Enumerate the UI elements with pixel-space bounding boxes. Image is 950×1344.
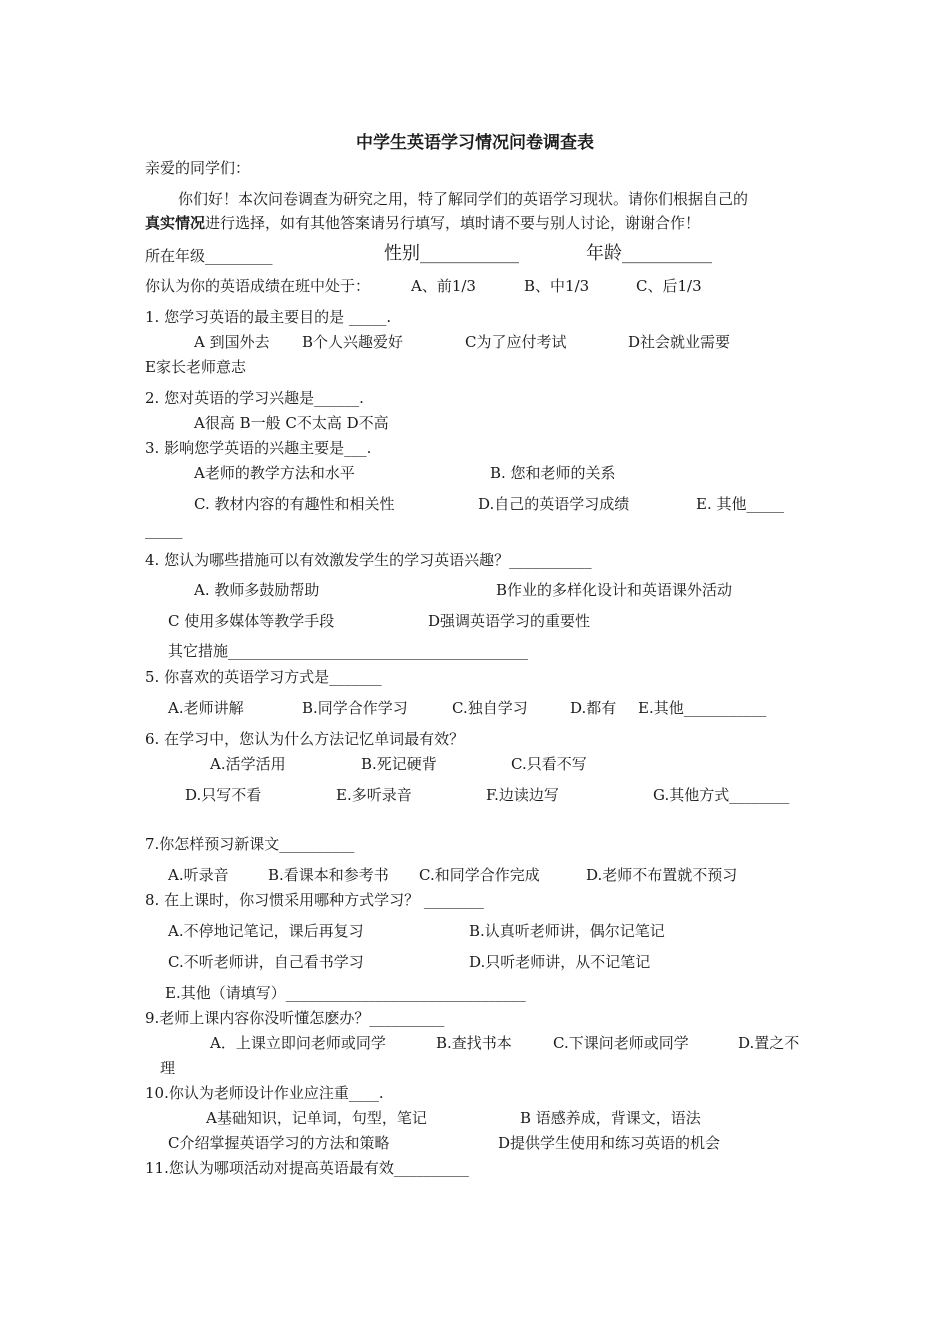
q1-option-e[interactable]: E家长老师意志 [145,358,246,376]
question-3: 3. 影响您学英语的兴趣主要是___. [145,439,372,457]
q3-option-e[interactable]: E. 其他_____ [696,495,784,513]
q5-option-a[interactable]: A.老师讲解 [168,699,244,717]
q6-option-f[interactable]: F.边读边写 [486,786,559,804]
q1-option-a[interactable]: A 到国外去 [194,333,270,351]
q5-option-d[interactable]: D.都有 [570,699,617,717]
q9-option-a[interactable]: A．上课立即问老师或同学 [210,1034,386,1052]
intro-bold: 真实情况 [145,214,206,232]
intro-line-2-rest: 进行选择，如有其他答案请另行填写，填时请不要与别人讨论，谢谢合作！ [205,214,701,232]
q4-option-a[interactable]: A. 教师多鼓励帮助 [194,581,320,599]
question-8[interactable]: 8. 在上课时，你习惯采用哪种方式学习？ ________ [145,891,484,909]
q4-other-measures[interactable]: 其它措施________________________________________ [168,642,529,660]
q8-option-b[interactable]: B.认真听老师讲，偶尔记笔记 [469,922,665,940]
q10-option-b[interactable]: B 语感养成，背课文，语法 [520,1109,701,1127]
q5-option-b[interactable]: B.同学合作学习 [302,699,408,717]
age-field[interactable]: 年龄__________ [586,243,712,264]
q3-option-e-continued[interactable]: _____ [145,521,183,539]
q3-option-a[interactable]: A老师的教学方法和水平 [194,464,355,482]
intro-line-1: 你们好！本次问卷调查为研究之用，特了解同学们的英语学习现状。请你们根据自己的 [178,190,749,208]
question-2: 2. 您对英语的学习兴趣是______. [145,389,364,407]
q8-option-d[interactable]: D.只听老师讲，从不记笔记 [469,953,651,971]
q6-option-a[interactable]: A.活学活用 [210,755,286,773]
q3-option-c[interactable]: C. 教材内容的有趣性和相关性 [194,495,395,513]
q1-option-c[interactable]: C为了应付考试 [465,333,567,351]
q8-option-a[interactable]: A.不停地记笔记，课后再复习 [168,922,364,940]
q8-option-e[interactable]: E.其他（请填写）________________________________ [165,984,526,1002]
q4-option-c[interactable]: C 使用多媒体等教学手段 [168,612,335,630]
q2-options[interactable]: A很高 B一般 C不太高 D不高 [194,414,389,432]
q5-option-e[interactable]: E.其他___________ [638,699,767,717]
rank-option-c[interactable]: C、后1/3 [636,277,702,295]
question-9[interactable]: 9.老师上课内容你没听懂怎麽办？__________ [145,1009,445,1027]
page-title: 中学生英语学习情况问卷调查表 [356,133,594,153]
q10-option-d[interactable]: D提供学生使用和练习英语的机会 [498,1134,721,1152]
question-4[interactable]: 4. 您认为哪些措施可以有效激发学生的学习英语兴趣？___________ [145,551,592,569]
q6-option-c[interactable]: C.只看不写 [511,755,587,773]
question-5[interactable]: 5. 你喜欢的英语学习方式是_______ [145,668,382,686]
question-7[interactable]: 7.你怎样预习新课文__________ [145,835,355,853]
q9-option-d[interactable]: D.置之不 [738,1034,800,1052]
question-6: 6. 在学习中，您认为什么方法记忆单词最有效？ [145,730,465,748]
q9-option-c[interactable]: C.下课问老师或同学 [553,1034,689,1052]
q6-option-g[interactable]: G.其他方式________ [653,786,790,804]
q1-option-d[interactable]: D社会就业需要 [628,333,731,351]
q3-option-b[interactable]: B. 您和老师的关系 [490,464,616,482]
gender-field[interactable]: 性别___________ [384,243,519,264]
q7-option-d[interactable]: D.老师不布置就不预习 [586,866,738,884]
q7-option-c[interactable]: C.和同学合作完成 [419,866,540,884]
q9-option-d-continued[interactable]: 理 [160,1059,176,1077]
q8-option-c[interactable]: C.不听老师讲，自己看书学习 [168,953,364,971]
grade-field[interactable]: 所在年级_________ [145,247,273,265]
q6-option-b[interactable]: B.死记硬背 [361,755,437,773]
q7-option-b[interactable]: B.看课本和参考书 [268,866,389,884]
intro-line-2 [145,213,700,233]
rank-option-b[interactable]: B、中1/3 [524,277,590,295]
greeting: 亲爱的同学们： [145,159,251,177]
q7-option-a[interactable]: A.听录音 [168,866,229,884]
question-10: 10.你认为老师设计作业应注重____. [145,1084,384,1102]
q6-option-e[interactable]: E.多听录音 [336,786,412,804]
q1-option-b[interactable]: B个人兴趣爱好 [302,333,404,351]
q9-option-b[interactable]: B.查找书本 [436,1034,512,1052]
rank-prompt: 你认为你的英语成绩在班中处于： [145,277,371,295]
question-11[interactable]: 11.您认为哪项活动对提高英语最有效__________ [145,1159,469,1177]
q10-option-a[interactable]: A基础知识，记单词，句型，笔记 [206,1109,427,1127]
rank-option-a[interactable]: A、前1/3 [411,277,476,295]
q5-option-c[interactable]: C.独自学习 [452,699,528,717]
q3-option-d[interactable]: D.自己的英语学习成绩 [478,495,630,513]
q4-option-b[interactable]: B作业的多样化设计和英语课外活动 [496,581,733,599]
q6-option-d[interactable]: D.只写不看 [185,786,262,804]
q4-option-d[interactable]: D强调英语学习的重要性 [428,612,591,630]
question-1: 1. 您学习英语的最主要目的是 _____. [145,308,392,326]
q10-option-c[interactable]: C介绍掌握英语学习的方法和策略 [168,1134,390,1152]
